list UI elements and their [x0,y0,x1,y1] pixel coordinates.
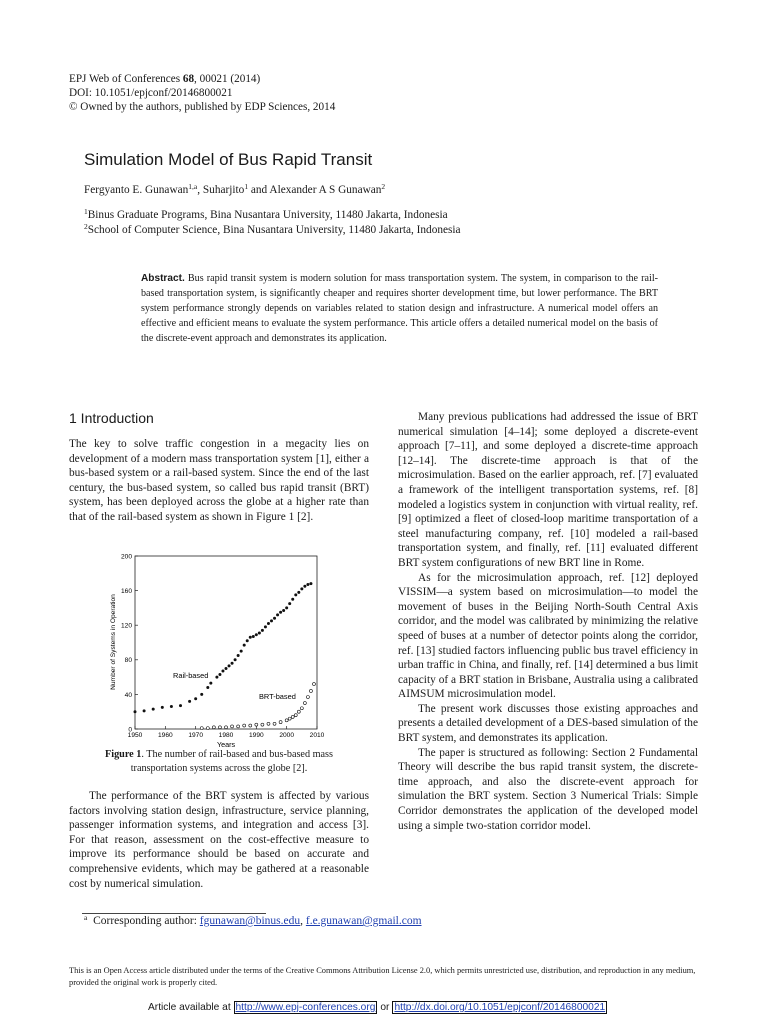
paragraph: The paper is structured as following: Section 2 Fundamental Theory will describe the bus rapid transit system, the discrete-time approach, and also the discrete-event approach for simulation the BRT system. Section 3 Numerical Trials: Simple Corridor demonstrates the application of the developed model using a simple two-station corridor model. [398,746,698,832]
rail-point [221,670,224,673]
rail-point [228,664,231,667]
x-tick-label: 1990 [248,732,264,739]
footnote: $^a$ Corresponding author: fgunawan@binus.edu, f.e.gunawan@gmail.com [84,913,422,927]
author-name: Alexander A S Gunawan [269,184,382,196]
annotation-brt: BRT-based [259,692,296,701]
rail-point [243,644,246,647]
left-column-bottom [69,789,369,891]
email-link[interactable]: fgunawan@binus.edu [199,915,301,927]
x-tick-label: 1980 [218,732,234,739]
rail-point [309,582,312,585]
journal-citation: EPJ Web of Conferences 68, 00021 (2014) [69,73,261,85]
x-tick-label: 1950 [127,732,143,739]
y-tick-label: 200 [120,553,132,561]
brt-point [306,695,309,698]
abstract-label: Abstract. [141,273,185,284]
brt-point [225,726,228,729]
rail-point [264,625,267,628]
rail-point [276,613,279,616]
y-tick-label: 80 [124,657,132,665]
y-axis-label: Number of Systems in Operation [110,594,117,690]
affiliation: $^2$School of Computer Science, Bina Nusantara University, 11480 Jakarta, Indonesia [84,222,461,236]
rail-point [231,662,234,665]
paragraph: As for the microsimulation approach, ref. [12] deployed VISSIM—a system based on microsimulation—to model the movement of buses in the Beijing North-South Central Axis corridor, and the model was calibrated by minimizing the relative speed of buses at a number of detector points along the corridor, ref. [13] studied factors influencing public bus travel efficiency in urban traffic in China, and finally, ref. [14] determined a bus limit capacity of a BRT station in Brisbane, Australia using a calibrated AIMSUM microsimulation model. [398,571,698,701]
rail-point [261,629,264,632]
rail-point [179,704,182,707]
rail-point [291,598,294,601]
paragraph: Many previous publications had addressed the issue of BRT numerical simulation [4–14]; some deployed a discrete-event approach [7–11], and some deployed a discrete-time approach [12–14]. The discrete-time approach is that of the microsimulation. Based on the earlier approach, ref. [7] evaluated a framework of the intelligent transportation systems, ref. [8] modeled a logistics system in conjunction with virtual reality, ref. [9] optimized a fleet of closed-loop maritime transportation of a steel manufacturing company, ref. [10] modeled a rail-based transportation system, and finally, ref. [11] evaluated different BRT system configurations of new BRT line in Rome. [398,411,698,569]
brt-point [212,726,215,729]
paragraph: The key to solve traffic congestion in a megacity lies on development of a modern mass transportation system [1], either a bus-based system or a rail-based system. Since the end of the last century, the bus-based system, so called bus rapid transit (BRT) system, has been deployed across the globe at a higher rate than that of the rail-based system as shown in Figure 1 [2]. [69,438,369,523]
x-tick-label: 2010 [309,732,325,739]
affiliations [84,208,461,238]
brt-point [303,702,306,705]
rail-point [143,709,146,712]
rail-point [288,602,291,605]
paper-title: Simulation Model of Bus Rapid Transit [84,150,373,169]
rail-point [152,708,155,711]
brt-point [288,717,291,720]
figure-caption: Figure 1. The number of rail-based and bus-based mass transportation systems across the globe [2]. [105,749,333,774]
brt-point [231,725,234,728]
figure-1-chart [104,550,328,748]
x-tick-label: 1970 [188,732,204,739]
rail-point [252,635,255,638]
x-tick-label: 2000 [279,732,295,739]
rail-point [215,676,218,679]
brt-point [279,721,282,724]
rail-point [306,583,309,586]
annotation-rail: Rail-based [173,671,209,680]
section-heading: 1 Introduction [69,410,154,426]
rail-point [188,700,191,703]
website-link[interactable]: http://www.epj-conferences.org [235,1002,376,1013]
y-tick-label: 0 [128,726,132,734]
rail-point [294,593,297,596]
journal-header [69,72,335,114]
y-tick-label: 160 [120,588,132,595]
brt-point [267,722,270,725]
brt-point [285,719,288,722]
right-column [398,410,698,833]
x-axis-label: Years [216,740,236,748]
rail-point [249,636,252,639]
brt-point [273,722,276,725]
rail-point [273,617,276,620]
brt-point [294,714,297,717]
rail-point [194,697,197,700]
paragraph: The performance of the BRT system is affected by various factors involving station design, infrastructure, service planning, passenger information systems, and integration and access [3]. For that reason, assessment on the cost-effective measure to improve its performance should be based on accurate and comprehensive evidents, which may be gathered at a reasonable cost by numerical simulation. [69,790,369,890]
author-name: Suharjito [202,184,245,196]
rail-point [225,667,228,670]
paragraph: The present work discusses those existing approaches and presents a detailed development of a DES-based simulation of the BRT system, and demonstrates its application. [398,702,698,745]
rail-point [279,611,282,614]
license-text: This is an Open Access article distributed under the terms of the Creative Commons Attribution License 2.0, which permits unrestricted use, distribution, and reproduction in any medium, provided the original work is properly cited. [69,966,696,988]
rail-point [246,639,249,642]
journal-volume: 68 [182,73,195,85]
rail-point [255,633,258,636]
rail-point [240,650,243,653]
copyright-line: © Owned by the authors, published by EDP Sciences, 2014 [69,101,336,113]
author-list: Fergyanto E. Gunawan$^{1,a}$, Suharjito$^1$ and Alexander A S Gunawan$^2$ [84,182,386,196]
rail-point [170,705,173,708]
rail-point [258,631,261,634]
brt-point [206,727,209,730]
brt-point [237,725,240,728]
author-name: Fergyanto E. Gunawan [84,184,189,196]
rail-point [285,606,288,609]
doi-link[interactable]: http://dx.doi.org/10.1051/epjconf/20146800021 [394,1002,606,1013]
doi-line: DOI: 10.1051/epjconf/20146800021 [69,87,233,99]
brt-point [300,707,303,710]
left-column-top [69,437,369,525]
rail-point [134,710,137,713]
x-tick-label: 1960 [157,732,173,739]
brt-point [297,710,300,713]
availability-line: Article available at http://www.epj-conferences.org or http://dx.doi.org/10.1051/epjconf/20146800021 [148,1002,606,1013]
rail-point [234,658,237,661]
email-link[interactable]: f.e.gunawan@gmail.com [305,915,422,927]
figure-label: Figure 1 [105,749,142,760]
y-tick-label: 40 [124,691,132,699]
brt-point [249,724,252,727]
brt-point [200,727,203,730]
abstract-text: Bus rapid transit system is modern solution for mass transportation system. The system, in comparison to the rail-based transportation system, is significantly cheaper and requires shorter development time, but lower performance. The BRT system performance strongly depends on variables related to station design and infrastructure. A numerical model offers an effective and efficient means to evaluate the system performance. This article offers a detailed numerical model on the basis of the discrete-event approach and demonstrates its application. [141,273,658,345]
affiliation: $^1$Binus Graduate Programs, Bina Nusantara University, 11480 Jakarta, Indonesia [84,207,448,221]
brt-point [309,689,312,692]
rail-point [200,693,203,696]
rail-point [300,587,303,590]
copyright-icon: © [69,101,78,113]
brt-point [243,724,246,727]
brt-point [312,683,315,686]
y-tick-label: 120 [120,622,132,630]
brt-point [291,715,294,718]
abstract [141,271,658,346]
rail-point [218,673,221,676]
footnote-rule [82,913,266,914]
rail-point [206,686,209,689]
rail-point [267,622,270,625]
rail-point [209,682,212,685]
plot-area [135,556,317,729]
rail-point [270,619,273,622]
rail-point [303,585,306,588]
rail-point [161,706,164,709]
brt-point [218,726,221,729]
brt-point [261,723,264,726]
rail-point [237,654,240,657]
brt-point [255,723,258,726]
rail-point [297,591,300,594]
rail-point [282,609,285,612]
